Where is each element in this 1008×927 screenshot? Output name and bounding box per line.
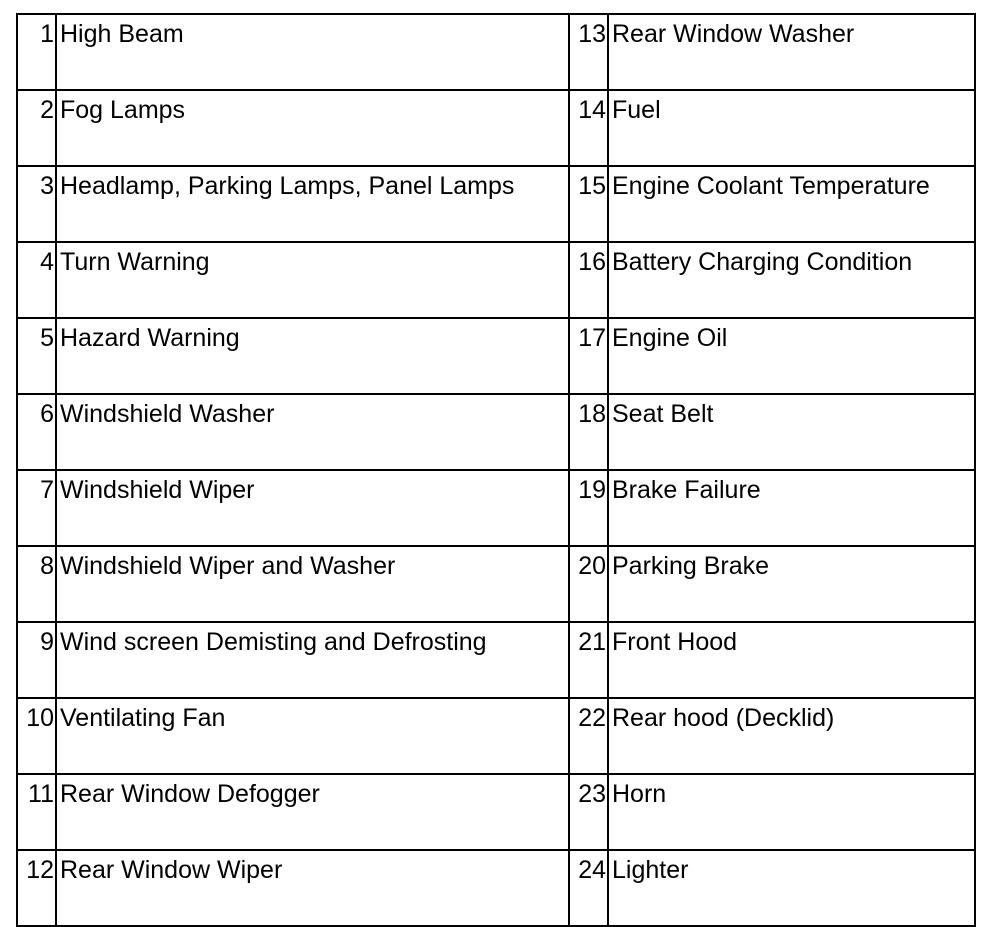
item-number: 8 (17, 546, 56, 622)
item-label: Rear Window Washer (608, 14, 975, 90)
item-label: High Beam (56, 14, 569, 90)
item-number: 22 (569, 698, 608, 774)
item-label: Rear Window Defogger (56, 774, 569, 850)
item-number: 20 (569, 546, 608, 622)
table-row (17, 166, 975, 242)
item-number: 24 (569, 850, 608, 926)
table-row (17, 242, 975, 318)
item-label: Horn (608, 774, 975, 850)
item-number: 23 (569, 774, 608, 850)
item-number: 10 (17, 698, 56, 774)
item-label: Windshield Wiper (56, 470, 569, 546)
item-number: 5 (17, 318, 56, 394)
item-number: 6 (17, 394, 56, 470)
item-label: Lighter (608, 850, 975, 926)
item-label: Fuel (608, 90, 975, 166)
item-label: Ventilating Fan (56, 698, 569, 774)
item-label: Fog Lamps (56, 90, 569, 166)
item-number: 12 (17, 850, 56, 926)
item-label: Turn Warning (56, 242, 569, 318)
symbol-legend-table (16, 13, 976, 927)
item-number: 21 (569, 622, 608, 698)
item-number: 7 (17, 470, 56, 546)
item-number: 15 (569, 166, 608, 242)
table-row (17, 774, 975, 850)
item-number: 14 (569, 90, 608, 166)
item-label: Battery Charging Condition (608, 242, 975, 318)
table-row (17, 470, 975, 546)
item-label: Engine Coolant Temperature (608, 166, 975, 242)
item-number: 1 (17, 14, 56, 90)
item-label: Hazard Warning (56, 318, 569, 394)
item-label: Parking Brake (608, 546, 975, 622)
item-number: 18 (569, 394, 608, 470)
item-number: 13 (569, 14, 608, 90)
table-row (17, 546, 975, 622)
table-row (17, 318, 975, 394)
item-label: Seat Belt (608, 394, 975, 470)
item-label: Rear Window Wiper (56, 850, 569, 926)
table-row (17, 698, 975, 774)
item-number: 2 (17, 90, 56, 166)
item-label: Rear hood (Decklid) (608, 698, 975, 774)
item-label: Engine Oil (608, 318, 975, 394)
item-label: Brake Failure (608, 470, 975, 546)
item-label: Windshield Washer (56, 394, 569, 470)
item-number: 19 (569, 470, 608, 546)
item-label: Headlamp, Parking Lamps, Panel Lamps (56, 166, 569, 242)
item-label: Front Hood (608, 622, 975, 698)
item-number: 4 (17, 242, 56, 318)
item-number: 11 (17, 774, 56, 850)
item-number: 9 (17, 622, 56, 698)
table-row (17, 90, 975, 166)
item-label: Wind screen Demisting and Defrosting (56, 622, 569, 698)
item-label: Windshield Wiper and Washer (56, 546, 569, 622)
legend-table-body (17, 14, 975, 926)
item-number: 3 (17, 166, 56, 242)
table-row (17, 14, 975, 90)
table-row (17, 622, 975, 698)
table-row (17, 394, 975, 470)
table-row (17, 850, 975, 926)
item-number: 16 (569, 242, 608, 318)
item-number: 17 (569, 318, 608, 394)
